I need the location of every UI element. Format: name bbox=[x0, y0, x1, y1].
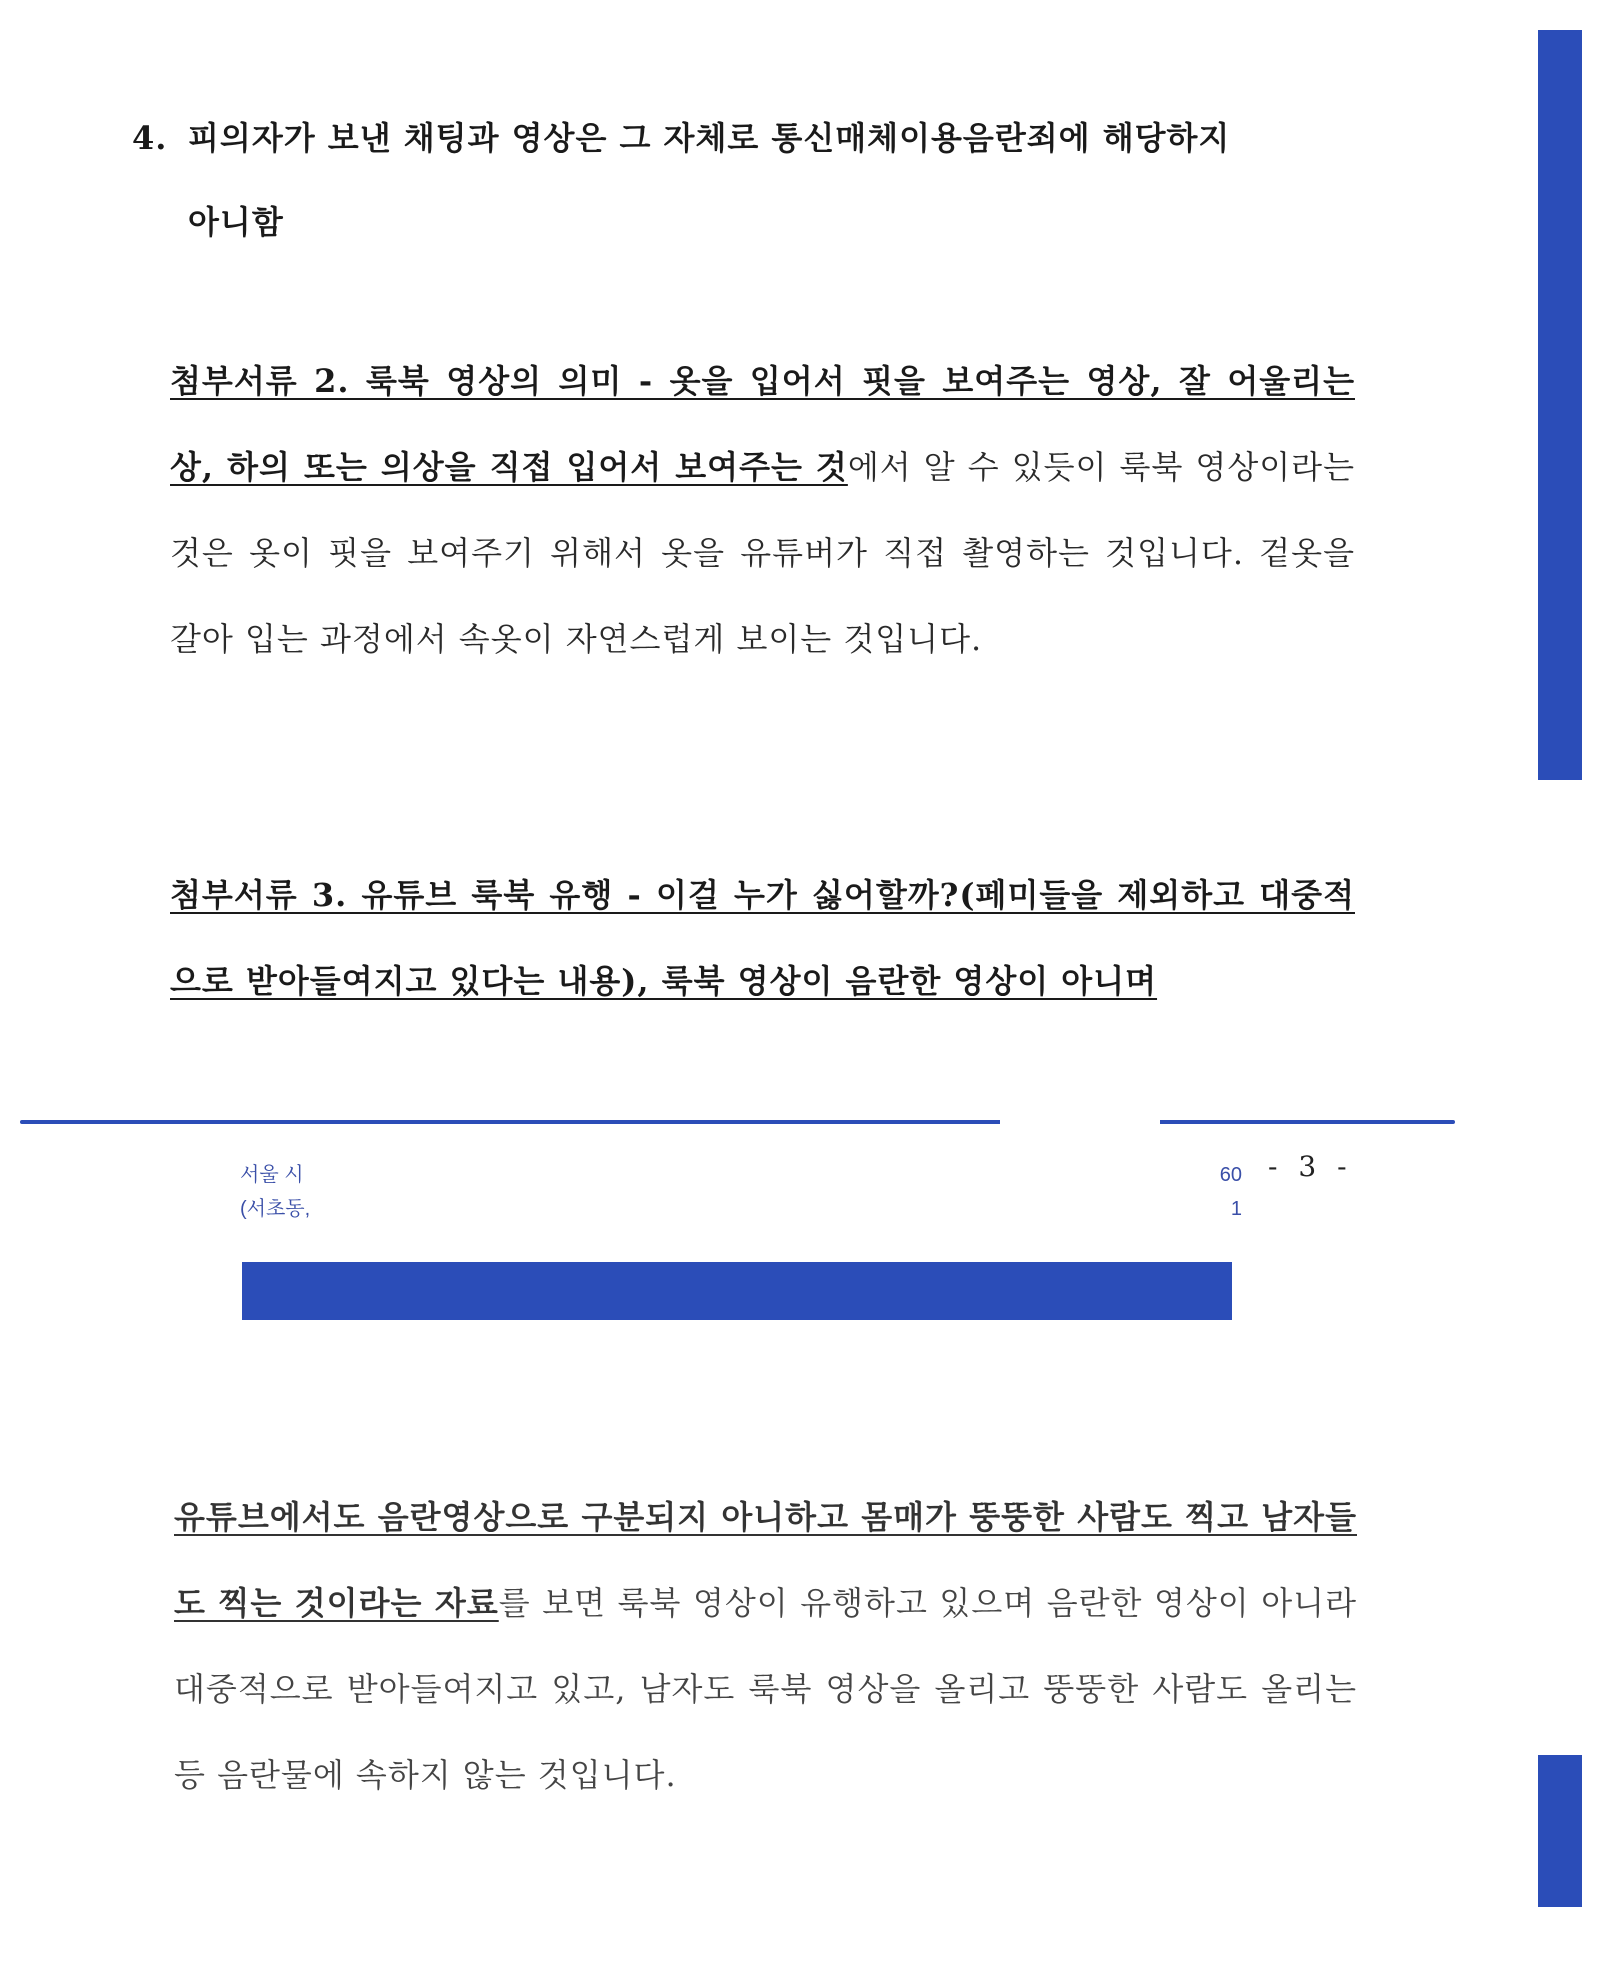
paragraph-underlined-text: 유튜브에서도 음란영상으로 구분되지 아니하고 몸매가 뚱뚱한 사람도 찍고 남자들도 찍는 것이라는 자료 bbox=[174, 1498, 1357, 1622]
redaction-bar-bottom bbox=[1538, 1755, 1582, 1907]
paragraph-continuation bbox=[174, 1474, 1357, 1818]
footer-divider-gap bbox=[1000, 1112, 1160, 1126]
section-heading bbox=[132, 96, 1357, 264]
paragraph-plain-text: 를 보면 룩북 영상이 유행하고 있으며 음란한 영상이 아니라 대중적으로 받아들여지고 있고, 남자도 룩북 영상을 올리고 뚱뚱한 사람도 올리는 등 음란물에 속하지 않는 것입니다. bbox=[174, 1584, 1357, 1794]
paragraph-attachment-2 bbox=[170, 338, 1355, 682]
footer-address-line1: 서울 시 bbox=[240, 1164, 304, 1186]
footer-address-line2: (서초동, bbox=[240, 1198, 311, 1220]
paragraph-underlined-text: 첨부서류 3. 유튜브 룩북 유행 - 이걸 누가 싫어할까?(페미들을 제외하고 대중적으로 받아들여지고 있다는 내용), 룩북 영상이 음란한 영상이 아니며 bbox=[170, 876, 1355, 1000]
paragraph-attachment-3 bbox=[170, 852, 1355, 1024]
footer-code-line2: 1 bbox=[1230, 1198, 1242, 1220]
section-heading-line1: 피의자가 보낸 채팅과 영상은 그 자체로 통신매체이용음란죄에 해당하지 bbox=[188, 119, 1231, 157]
footer-code bbox=[1172, 1158, 1242, 1226]
footer-divider bbox=[20, 1120, 1455, 1124]
section-heading-line2: 아니함 bbox=[188, 203, 284, 241]
section-number: 4. bbox=[132, 119, 168, 157]
footer-code-line1: 60 bbox=[1219, 1164, 1242, 1186]
redaction-bar-top bbox=[1538, 30, 1582, 780]
paragraph-plain-text: 에서 알 수 있듯이 룩북 영상이라는 것은 옷이 핏을 보여주기 위해서 옷을 유튜버가 직접 촬영하는 것입니다. 겉옷을 갈아 입는 과정에서 속옷이 자연스럽게 보이는 것입니다. bbox=[170, 448, 1355, 658]
footer-address bbox=[240, 1158, 310, 1226]
redaction-block bbox=[242, 1262, 1232, 1320]
paragraph-underlined-text: 첨부서류 2. 룩북 영상의 의미 - 옷을 입어서 핏을 보여주는 영상, 잘 어울리는 상, 하의 또는 의상을 직접 입어서 보여주는 것 bbox=[170, 362, 1355, 486]
page-number: - 3 - bbox=[1268, 1150, 1353, 1183]
